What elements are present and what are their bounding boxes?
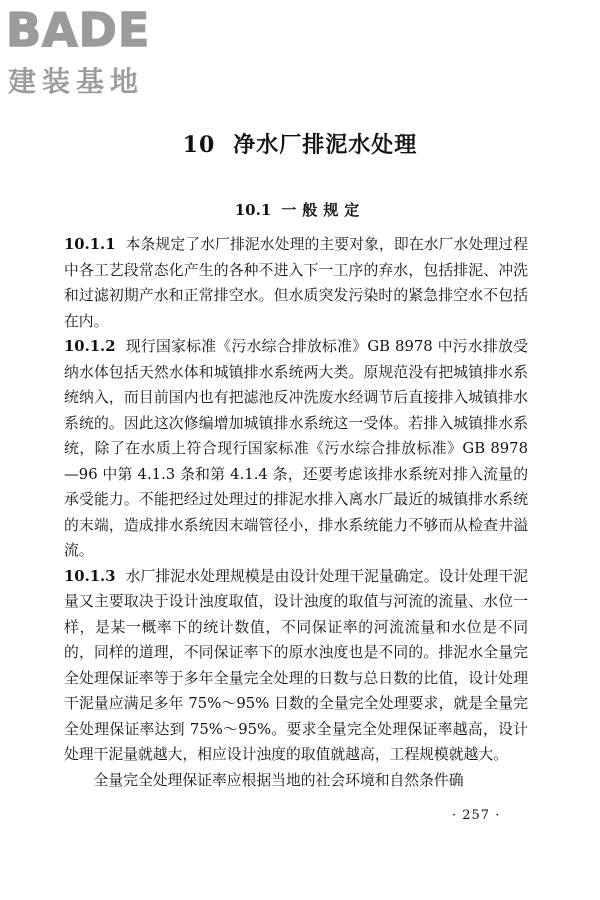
section-number: 10.1 bbox=[234, 201, 272, 219]
clause-text: 水厂排泥水处理规模是由设计处理干泥量确定。设计处理干泥量又主要取决于设计浊度取值，设计浊度的取值与河流的流量、水位一样，是某一概率下的统计数值，不同保证率的河流流量和水位是不同的，同样的道理，不同保证率下的原水浊度也是不同的。排泥水全量完全处理保证率等于多年全量完全处理的日数与总日数的比值，设计处理干泥量应满足多年 75%～95% 日数的全量完全处理要求，就是全量完全处理保证率达到 75%～95%。要求全量完全处理保证率越高，设计处理干泥量就越大，相应设计浊度的取值就越高，工程规模就越大。 bbox=[64, 567, 528, 763]
clause-10-1-3 bbox=[64, 564, 528, 768]
continuation-paragraph bbox=[64, 768, 528, 794]
clause-text: 本条规定了水厂排泥水处理的主要对象，即在水厂水处理过程中各工艺段常态化产生的各种不进入下一工序的弃水，包括排泥、冲洗和过滤初期产水和正常排空水。但水质突发污染时的紧急排空水不包括在内。 bbox=[64, 236, 528, 330]
clause-10-1-2 bbox=[64, 334, 528, 564]
clause-number: 10.1.3 bbox=[64, 567, 116, 585]
section-title-text: 一般规定 bbox=[281, 201, 366, 219]
clause-10-1-1 bbox=[64, 232, 528, 334]
chapter-title bbox=[0, 128, 600, 159]
paragraph-text: 全量完全处理保证率应根据当地的社会环境和自然条件确 bbox=[93, 771, 464, 789]
chapter-number: 10 bbox=[182, 132, 216, 158]
chapter-title-text: 净水厂排泥水处理 bbox=[233, 132, 418, 158]
clause-number: 10.1.1 bbox=[64, 236, 116, 253]
section-title bbox=[0, 199, 600, 220]
logo-subtitle: 建装基地 bbox=[8, 65, 145, 98]
document-body bbox=[64, 232, 528, 793]
bade-logo bbox=[6, 3, 176, 98]
clause-number: 10.1.2 bbox=[64, 338, 116, 355]
logo-wordmark: BADE bbox=[6, 3, 151, 57]
page-number: · 257 · bbox=[452, 808, 501, 823]
clause-text: 现行国家标准《污水综合排放标准》GB 8978 中污水排放受纳水体包括天然水体和城镇排水系统两大类。原规范没有把城镇排水系统纳入，而目前国内也有把滤池反冲洗废水经调节后直接排入城镇排水系统的。因此这次修编增加城镇排水系统这一受体。若排入城镇排水系统，除了在水质上符合现行国家标准《污水综合排放标准》GB 8978—96 中第 4.1.3 条和第 4.1.4 条，还要考虑该排水系统对排入流量的承受能力。不能把经过处理过的排泥水排入离水厂最近的城镇排水系统的末端，造成排水系统因末端管径小，排水系统能力不够而从检查井溢流。 bbox=[64, 338, 528, 559]
